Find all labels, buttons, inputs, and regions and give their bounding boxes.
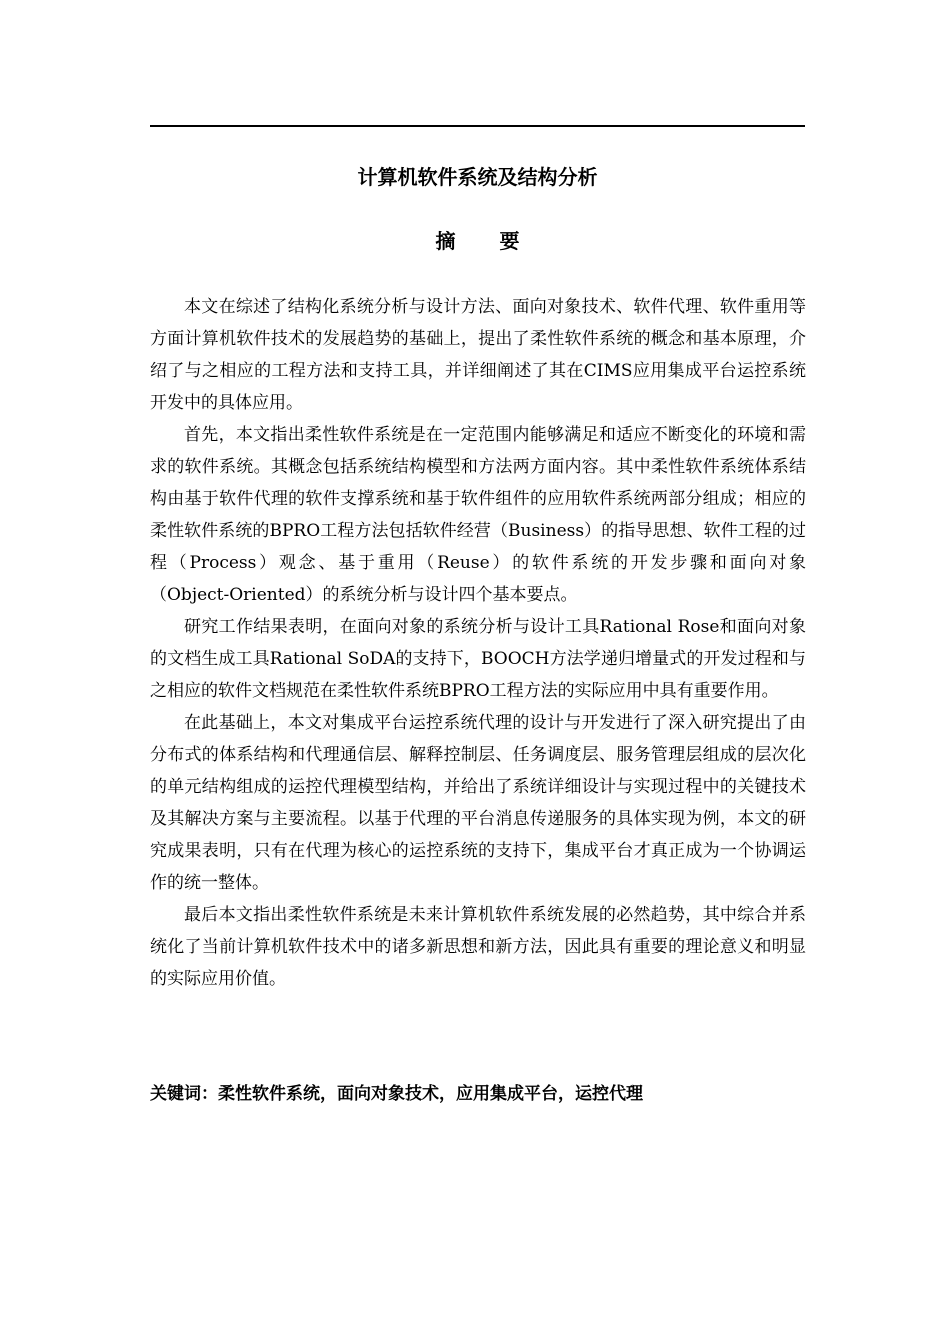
abstract-paragraph: 本文在综述了结构化系统分析与设计方法、面向对象技术、软件代理、软件重用等方面计算机软件技术的发展趋势的基础上，提出了柔性软件系统的概念和基本原理，介绍了与之相应的工程方法和支持工具，并详细阐述了其在CIMS应用集成平台运控系统开发中的具体应用。 (150, 297, 806, 413)
abstract-heading: 摘要 (435, 229, 564, 253)
abstract-paragraph: 研究工作结果表明，在面向对象的系统分析与设计工具Rational Rose和面向对象的文档生成工具Rational SoDA的支持下，BOOCH方法学递归增量式的开发过程和与之相应的软件文档规范在柔性软件系统BPRO工程方法的实际应用中具有重要作用。 (150, 617, 806, 701)
document-title: 计算机软件系统及结构分析 (357, 165, 598, 189)
abstract-paragraph: 最后本文指出柔性软件系统是未来计算机软件系统发展的必然趋势，其中综合并系统化了当前计算机软件技术中的诸多新思想和新方法，因此具有重要的理论意义和明显的实际应用价值。 (150, 905, 806, 989)
abstract-paragraph: 在此基础上，本文对集成平台运控系统代理的设计与开发进行了深入研究提出了由分布式的体系结构和代理通信层、解释控制层、任务调度层、服务管理层组成的层次化的单元结构组成的运控代理模型结构，并给出了系统详细设计与实现过程中的关键技术及其解决方案与主要流程。以基于代理的平台消息传递服务的具体实现为例，本文的研究成果表明，只有在代理为核心的运控系统的支持下，集成平台才真正成为一个协调运作的统一整体。 (150, 713, 806, 893)
header-rule (150, 125, 805, 127)
abstract-body (150, 291, 806, 995)
abstract-paragraph: 首先，本文指出柔性软件系统是在一定范围内能够满足和适应不断变化的环境和需求的软件系统。其概念包括系统结构模型和方法两方面内容。其中柔性软件系统体系结构由基于软件代理的软件支撑系统和基于软件组件的应用软件系统两部分组成；相应的柔性软件系统的BPRO工程方法包括软件经营（Business）的指导思想、软件工程的过程（Process）观念、基于重用（Reuse）的软件系统的开发步骤和面向对象（Object-Oriented）的系统分析与设计四个基本要点。 (150, 425, 806, 605)
keywords-line: 关键词：柔性软件系统，面向对象技术，应用集成平台，运控代理 (150, 1084, 643, 1104)
